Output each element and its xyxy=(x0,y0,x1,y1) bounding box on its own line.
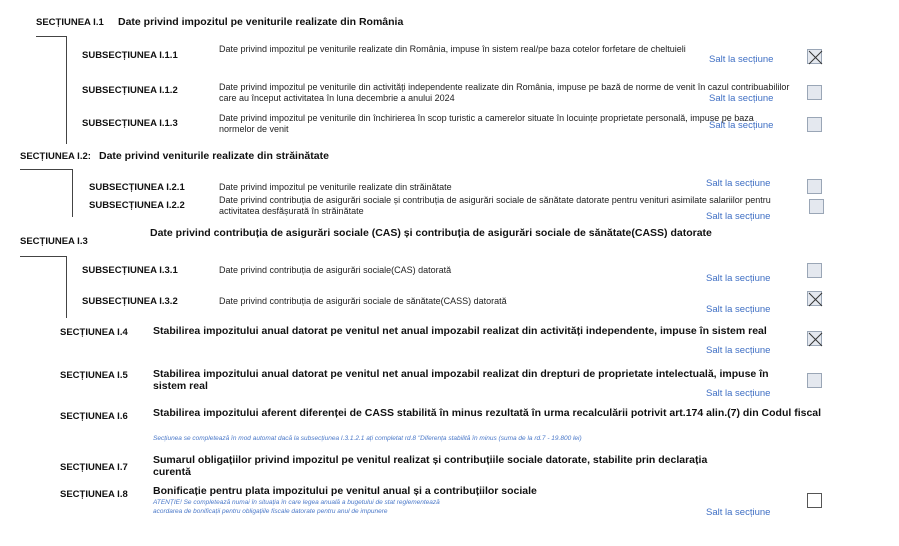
section-i4-link[interactable]: Salt la secțiune xyxy=(706,345,771,356)
section-i8-title: Bonificație pentru plata impozitului pe venitul anual și a contribuțiilor sociale xyxy=(153,485,537,497)
subsection-i11-link[interactable]: Salt la secțiune xyxy=(709,54,774,65)
subsection-i21-link[interactable]: Salt la secțiune xyxy=(706,178,771,189)
subsection-i31-desc: Date privind contribuția de asigurări sociale(CAS) datorată xyxy=(219,265,452,275)
section-i1-bracket-top xyxy=(36,36,66,37)
section-i3-bracket-top xyxy=(20,256,66,257)
section-i8-note-1: ATENȚIE! Se completează numai în situația în care legea anuală a bugetului de stat reglementează xyxy=(153,499,440,506)
subsection-i22-link[interactable]: Salt la secțiune xyxy=(706,211,771,222)
subsection-i21-desc: Date privind impozitul pe veniturile realizate din străinătate xyxy=(219,182,452,192)
subsection-i32-label: SUBSECȚIUNEA I.3.2 xyxy=(82,296,178,307)
subsection-i12-checkbox[interactable] xyxy=(807,85,822,100)
checked-mark-icon xyxy=(808,292,823,307)
section-i2-bracket xyxy=(72,169,73,217)
section-i1-title: Date privind impozitul pe veniturile realizate din România xyxy=(118,16,404,28)
subsection-i13-link[interactable]: Salt la secțiune xyxy=(709,120,774,131)
section-i5-link[interactable]: Salt la secțiune xyxy=(706,388,771,399)
section-i3-bracket xyxy=(66,256,67,318)
subsection-i13-checkbox[interactable] xyxy=(807,117,822,132)
subsection-i21-label: SUBSECȚIUNEA I.2.1 xyxy=(89,182,185,193)
subsection-i11-label: SUBSECȚIUNEA I.1.1 xyxy=(82,50,178,61)
section-i6-title: Stabilirea impozitului aferent diferenței de CASS stabilită în minus rezultată în urma recalculării potrivit art.174 alin.(7) din Codul fiscal xyxy=(153,407,822,419)
subsection-i13-desc: Date privind impozitul pe veniturile din închirierea în scop turistic a camerelor situate în locuințe proprietate personală, impuse pe baza normelor de venit xyxy=(219,113,754,134)
subsection-i12-link[interactable]: Salt la secțiune xyxy=(709,93,774,104)
subsection-i12-desc: Date privind impozitul pe veniturile din activități independente realizate din România, impuse pe bază de norme de venit în cazul contribuabililor care au început activitatea în luna decembrie a anului 2024 xyxy=(219,82,790,103)
subsection-i22-desc: Date privind contribuția de asigurări sociale și contribuția de asigurări sociale de sănătate datorate pentru venituri asimilate salariilor pentru activitatea desfășurată în străinătate xyxy=(219,195,771,216)
section-i6-label: SECȚIUNEA I.6 xyxy=(60,411,128,422)
subsection-i11-desc: Date privind impozitul pe veniturile realizate din România, impuse în sistem real/pe baza cotelor forfetare de cheltuieli xyxy=(219,44,686,54)
section-i4-checkbox[interactable] xyxy=(807,331,822,346)
subsection-i22-checkbox[interactable] xyxy=(809,199,824,214)
section-i7-label: SECȚIUNEA I.7 xyxy=(60,462,128,473)
subsection-i21-checkbox[interactable] xyxy=(807,179,822,194)
section-i5-checkbox[interactable] xyxy=(807,373,822,388)
subsection-i32-checkbox[interactable] xyxy=(807,291,822,306)
section-i3-label: SECȚIUNEA I.3 xyxy=(20,236,88,247)
subsection-i31-label: SUBSECȚIUNEA I.3.1 xyxy=(82,265,178,276)
subsection-i13-label: SUBSECȚIUNEA I.1.3 xyxy=(82,118,178,129)
section-i4-label: SECȚIUNEA I.4 xyxy=(60,327,128,338)
subsection-i12-label: SUBSECȚIUNEA I.1.2 xyxy=(82,85,178,96)
subsection-i32-desc: Date privind contribuția de asigurări sociale de sănătate(CASS) datorată xyxy=(219,296,507,306)
checked-mark-icon xyxy=(808,332,823,347)
section-i1-bracket xyxy=(66,36,67,144)
section-i3-title: Date privind contribuția de asigurări sociale (CAS) și contribuția de asigurări sociale de sănătate(CASS) datorate xyxy=(150,227,712,239)
subsection-i31-checkbox[interactable] xyxy=(807,263,822,278)
section-i2-bracket-top xyxy=(20,169,72,170)
section-i8-label: SECȚIUNEA I.8 xyxy=(60,489,128,500)
section-i7-title: Sumarul obligațiilor privind impozitul pe venitul realizat și contribuțiile sociale datorate, stabilite prin declarația curentă xyxy=(153,454,708,478)
section-i4-title: Stabilirea impozitului anual datorat pe venitul net anual impozabil realizat din activități independente, impuse în sistem real xyxy=(153,325,767,337)
section-i6-note: Secțiunea se completează în mod automat dacă la subsecțiunea I.3.1.2.1 ați completat rd.8 "Diferența stabilită în minus (suma de la rd.7 - 19.800 lei) xyxy=(153,435,582,442)
section-i5-title: Stabilirea impozitului anual datorat pe venitul net anual impozabil realizat din drepturi de proprietate intelectuală, impuse în sistem real xyxy=(153,368,769,392)
section-i8-link[interactable]: Salt la secțiune xyxy=(706,507,771,518)
subsection-i31-link[interactable]: Salt la secțiune xyxy=(706,273,771,284)
section-i2-title: Date privind veniturile realizate din străinătate xyxy=(99,150,329,162)
subsection-i32-link[interactable]: Salt la secțiune xyxy=(706,304,771,315)
subsection-i11-checkbox[interactable] xyxy=(807,49,822,64)
subsection-i22-label: SUBSECȚIUNEA I.2.2 xyxy=(89,200,185,211)
section-i2-label: SECȚIUNEA I.2: xyxy=(20,151,91,162)
section-i8-checkbox[interactable] xyxy=(807,493,822,508)
section-i5-label: SECȚIUNEA I.5 xyxy=(60,370,128,381)
section-i8-note-2: acordarea de bonificații pentru obligațiile fiscale datorate pentru anul de impunere xyxy=(153,508,388,515)
section-i1-label: SECȚIUNEA I.1 xyxy=(36,17,104,28)
checked-mark-icon xyxy=(808,50,823,65)
